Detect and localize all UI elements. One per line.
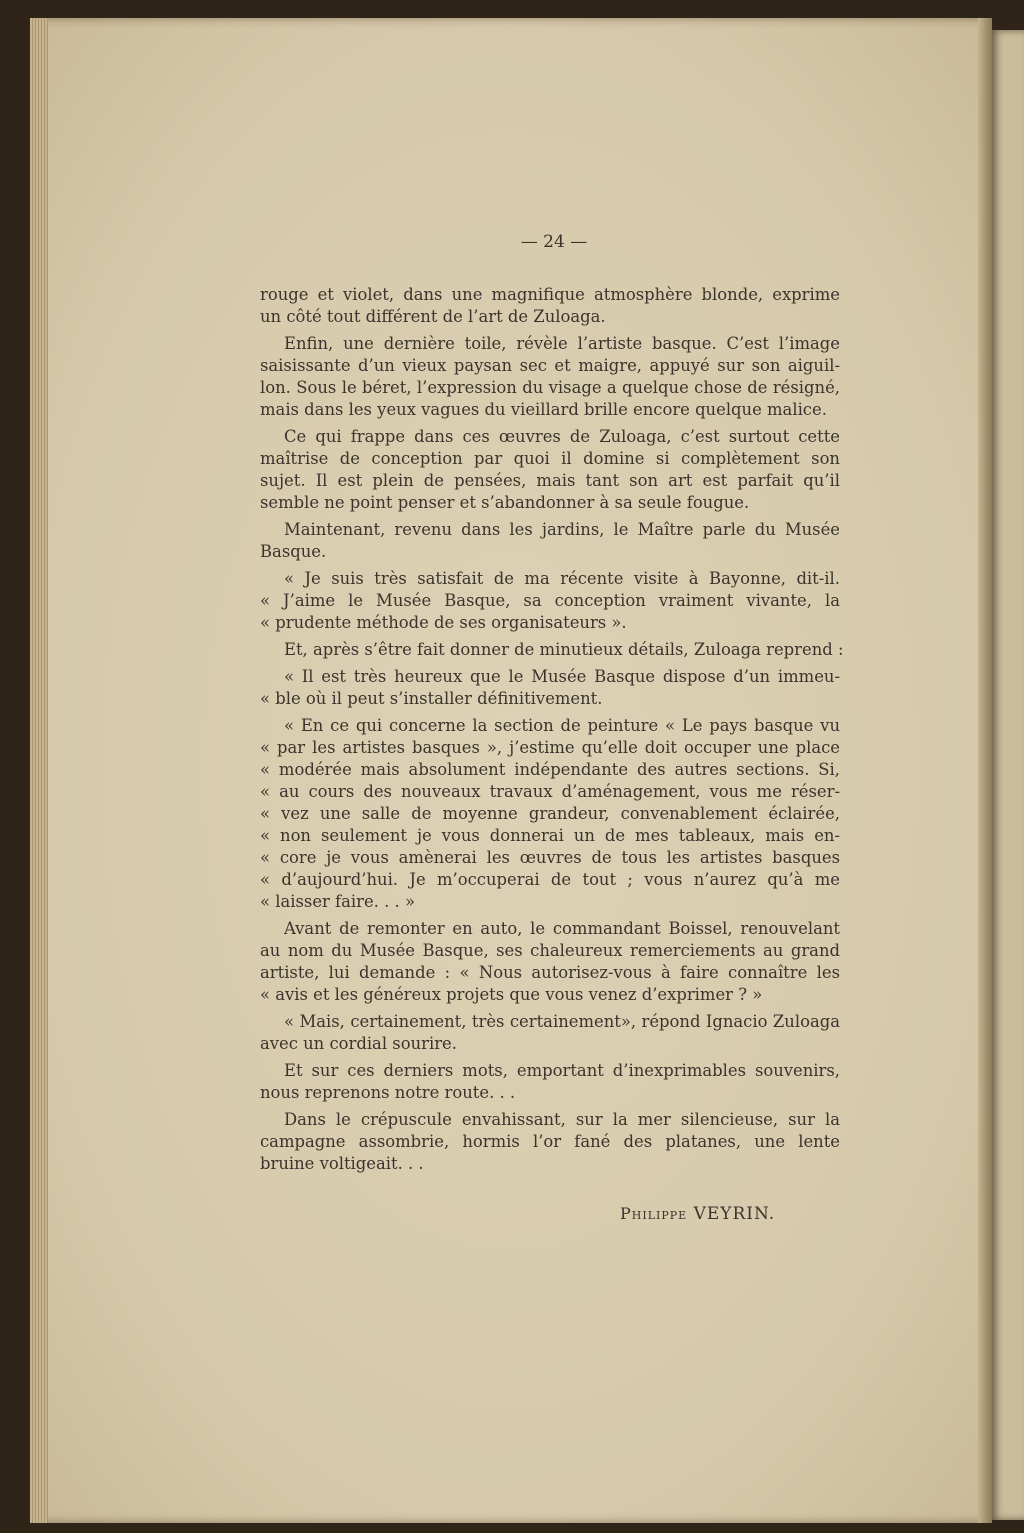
text-line: « Il est très heureux que le Musée Basque dispose d’un immeu- (284, 667, 840, 686)
text-line: « En ce qui concerne la section de peinture « Le pays basque vu (284, 716, 840, 735)
text-line: semble ne point penser et s’abandonner à sa seule fougue. (260, 493, 750, 512)
facing-page-edge (990, 30, 1024, 1520)
text-line: Maintenant, revenu dans les jardins, le Maître parle du Musée (284, 520, 840, 539)
text-line: « J’aime le Musée Basque, sa conception vraiment vivante, la (260, 591, 840, 610)
text-line: Enfin, une dernière toile, révèle l’artiste basque. C’est l’image (284, 334, 840, 353)
text-line: Avant de remonter en auto, le commandant Boissel, renouvelant (284, 919, 840, 938)
text-line: Ce qui frappe dans ces œuvres de Zuloaga, c’est surtout cette (284, 427, 840, 446)
paragraph (260, 715, 840, 913)
text-line: mais dans les yeux vagues du vieillard brille encore quelque malice. (260, 400, 827, 419)
text-line: maîtrise de conception par quoi il domine si complètement son (260, 449, 840, 468)
text-line: rouge et violet, dans une magnifique atmosphère blonde, exprime (260, 285, 840, 304)
text-line: « Je suis très satisfait de ma récente visite à Bayonne, dit-il. (284, 569, 840, 588)
text-line: « laisser faire. . . » (260, 892, 415, 911)
paragraph (260, 426, 840, 514)
text-line: bruine voltigeait. . . (260, 1154, 424, 1173)
text-line: « avis et les généreux projets que vous venez d’exprimer ? » (260, 985, 763, 1004)
paragraph (260, 639, 844, 661)
text-line: Et sur ces derniers mots, emportant d’inexprimables souvenirs, (284, 1061, 840, 1080)
paragraph (260, 1109, 840, 1175)
text-line: « prudente méthode de ses organisateurs ». (260, 613, 627, 632)
paragraph (260, 568, 840, 634)
text-line: nous reprenons notre route. . . (260, 1083, 516, 1102)
paragraph (260, 284, 840, 328)
text-line: « core je vous amènerai les œuvres de tous les artistes basques (260, 848, 840, 867)
text-line: « ble où il peut s’installer définitivement. (260, 689, 603, 708)
text-line: « modérée mais absolument indépendante des autres sections. Si, (260, 760, 840, 779)
paragraph (260, 333, 840, 421)
text-line: un côté tout différent de l’art de Zuloaga. (260, 307, 606, 326)
text-line: lon. Sous le béret, l’expression du visage a quelque chose de résigné, (260, 378, 840, 397)
paragraph (260, 666, 840, 710)
paragraph (260, 1011, 840, 1055)
text-line: campagne assombrie, hormis l’or fané des platanes, une lente (260, 1132, 840, 1151)
body-text (260, 284, 844, 1175)
signature-first-name: Philippe (620, 1204, 688, 1223)
paragraph (260, 1060, 840, 1104)
text-line: « d’aujourd’hui. Je m’occuperai de tout ; vous n’aurez qu’à me (260, 870, 840, 889)
text-line: Dans le crépuscule envahissant, sur la mer silencieuse, sur la (284, 1110, 840, 1129)
text-line: Et, après s’être fait donner de minutieux détails, Zuloaga reprend : (284, 640, 844, 659)
text-line: artiste, lui demande : « Nous autorisez-vous à faire connaître les (260, 963, 840, 982)
text-line: « vez une salle de moyenne grandeur, convenablement éclairée, (260, 804, 840, 823)
paragraph (260, 519, 840, 563)
text-line: avec un cordial sourire. (260, 1034, 457, 1053)
text-line: « par les artistes basques », j’estime qu’elle doit occuper une place (260, 738, 840, 757)
page-number: — 24 — (520, 232, 588, 252)
text-line: sujet. Il est plein de pensées, mais tant son art est parfait qu’il (260, 471, 840, 490)
text-line: au nom du Musée Basque, ses chaleureux remerciements au grand (260, 941, 840, 960)
text-line: « non seulement je vous donnerai un de mes tableaux, mais en- (260, 826, 840, 845)
text-line: Basque. (260, 542, 327, 561)
signature (620, 1204, 775, 1224)
signature-last-name: VEYRIN. (693, 1204, 776, 1224)
text-line: « au cours des nouveaux travaux d’aménagement, vous me réser- (260, 782, 840, 801)
paragraph (260, 918, 840, 1006)
text-line: saisissante d’un vieux paysan sec et maigre, appuyé sur son aiguil- (260, 356, 840, 375)
text-line: « Mais, certainement, très certainement», répond Ignacio Zuloaga (284, 1012, 840, 1031)
